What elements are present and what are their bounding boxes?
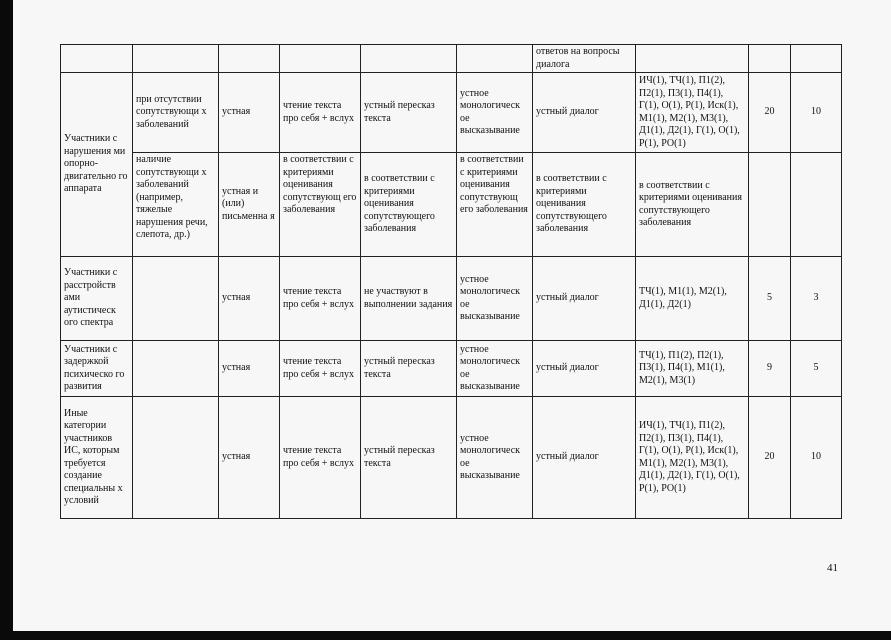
table-row-autism — [61, 257, 842, 341]
monologue-cell: устное монологическ ое высказывание — [457, 73, 533, 153]
reading-cell: чтение текста про себя + вслух — [280, 397, 361, 519]
retelling-cell: устный пересказ текста — [361, 73, 457, 153]
scan-left-edge — [0, 0, 13, 640]
criteria-cell: ИЧ(1), ТЧ(1), П1(2), П2(1), П3(1), П4(1), Г(1), О(1), Р(1), Иск(1), М1(1), М2(1), М3(1), Д1(1), Д2(1), Г(1), О(1), Р(1), РО(1) — [636, 397, 749, 519]
reading-cell: чтение текста про себя + вслух — [280, 341, 361, 397]
criteria-cell: ТЧ(1), П1(2), П2(1), П3(1), П4(1), М1(1), М2(1), М3(1) — [636, 341, 749, 397]
category-cell: Участники с нарушения ми опорно-двигательно го аппарата — [61, 73, 133, 257]
table-cell — [61, 45, 133, 73]
page-number: 41 — [827, 562, 838, 574]
criteria-cell: ТЧ(1), М1(1), М2(1), Д1(1), Д2(1) — [636, 257, 749, 341]
reading-cell: чтение текста про себя + вслух — [280, 257, 361, 341]
dialogue-cell: устный диалог — [533, 341, 636, 397]
category-cell: Участники с расстройств ами аутистическ ого спектра — [61, 257, 133, 341]
table-cell — [791, 153, 842, 257]
table-cell — [749, 45, 791, 73]
condition-cell: при отсутствии сопутствующи х заболеваний — [133, 73, 219, 153]
table-cell — [219, 45, 280, 73]
dialog-cell: ответов на вопросы диалога — [533, 45, 636, 73]
criteria-cell: ИЧ(1), ТЧ(1), П1(2), П2(1), П3(1), П4(1), Г(1), О(1), Р(1), Иск(1), М1(1), М2(1), М3(1), Д1(1), Д2(1), Г(1), О(1), Р(1), РО(1) — [636, 73, 749, 153]
table-row-other — [61, 397, 842, 519]
category-cell: Участники с задержкой психическо го развития — [61, 341, 133, 397]
retelling-cell: устный пересказ текста — [361, 341, 457, 397]
form-cell: устная и (или) письменна я — [219, 153, 280, 257]
table-cell — [636, 45, 749, 73]
table-cell — [133, 45, 219, 73]
monologue-cell: устное монологическ ое высказывание — [457, 341, 533, 397]
monologue-cell: устное монологическ ое высказывание — [457, 257, 533, 341]
table-cell — [133, 341, 219, 397]
table-cell — [280, 45, 361, 73]
score-max-cell: 20 — [749, 73, 791, 153]
monologue-cell: в соответствии с критериями оценивания сопутствующ его заболевания — [457, 153, 533, 257]
table-row-top — [61, 45, 842, 73]
reading-cell: в соответствии с критериями оценивания сопутствующ его заболевания — [280, 153, 361, 257]
dialogue-cell: в соответствии с критериями оценивания сопутствующего заболевания — [533, 153, 636, 257]
scan-bottom-edge — [0, 631, 891, 640]
form-cell: устная — [219, 73, 280, 153]
retelling-cell: устный пересказ текста — [361, 397, 457, 519]
monologue-cell: устное монологическ ое высказывание — [457, 397, 533, 519]
table-row-musculoskeletal-1 — [61, 73, 842, 153]
score-max-cell: 5 — [749, 257, 791, 341]
table-cell — [133, 397, 219, 519]
form-cell: устная — [219, 257, 280, 341]
score-max-cell: 9 — [749, 341, 791, 397]
table-cell — [791, 45, 842, 73]
criteria-cell: в соответствии с критериями оценивания сопутствующего заболевания — [636, 153, 749, 257]
score-max-cell: 20 — [749, 397, 791, 519]
retelling-cell: не участвуют в выполнении задания — [361, 257, 457, 341]
table-cell — [361, 45, 457, 73]
form-cell: устная — [219, 341, 280, 397]
table-row-musculoskeletal-2 — [61, 153, 842, 257]
table-row-delay — [61, 341, 842, 397]
form-cell: устная — [219, 397, 280, 519]
score-min-cell: 5 — [791, 341, 842, 397]
table-cell — [133, 257, 219, 341]
assessment-table — [60, 44, 842, 519]
condition-cell: наличие сопутствующи х заболеваний (например, тяжелые нарушения речи, слепота, др.) — [133, 153, 219, 257]
reading-cell: чтение текста про себя + вслух — [280, 73, 361, 153]
dialogue-cell: устный диалог — [533, 397, 636, 519]
score-min-cell: 3 — [791, 257, 842, 341]
table-cell — [749, 153, 791, 257]
retelling-cell: в соответствии с критериями оценивания сопутствующего заболевания — [361, 153, 457, 257]
dialogue-cell: устный диалог — [533, 257, 636, 341]
table-cell — [457, 45, 533, 73]
category-cell: Иные категории участников ИС, которым требуется создание специальны х условий — [61, 397, 133, 519]
score-min-cell: 10 — [791, 73, 842, 153]
score-min-cell: 10 — [791, 397, 842, 519]
dialogue-cell: устный диалог — [533, 73, 636, 153]
